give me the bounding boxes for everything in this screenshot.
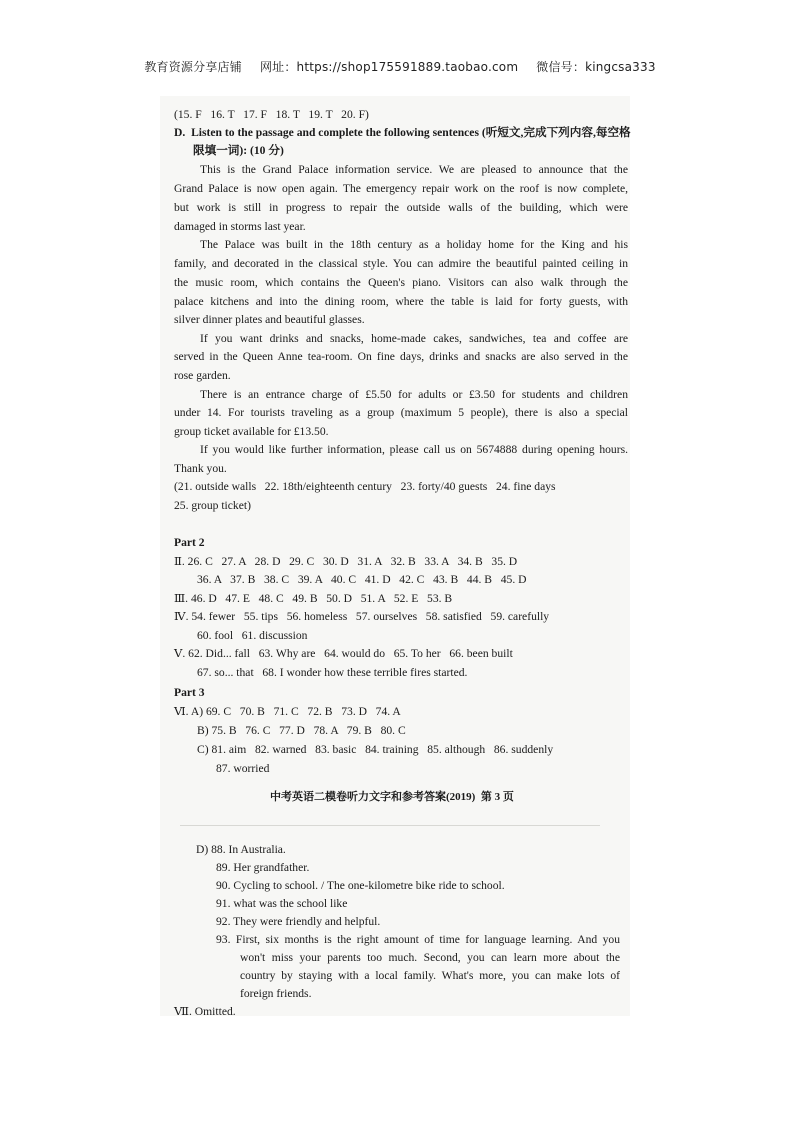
answers-21-25-cont: 25. group ticket) — [174, 499, 251, 512]
passage-line: under 14. For tourists traveling as a group (maximum 5 people), there is also a special — [174, 406, 628, 419]
passage-line: This is the Grand Palace information service. We are pleased to announce that the — [200, 163, 628, 176]
answer-line: Ⅲ. 46. D 47. E 48. C 49. B 50. D 51. A 52. E 53. B — [174, 592, 453, 605]
passage-line: family, and decorated in the classical style. You can admire the beautiful painted ceiling in — [174, 257, 628, 270]
omitted-line: Ⅶ. Omitted. — [174, 1005, 236, 1018]
page-divider — [180, 825, 600, 826]
answer-line: country by staying with a local family. What's more, you can make lots of — [240, 969, 620, 982]
part3-title: Part 3 — [174, 686, 205, 699]
answer-line: B) 75. B 76. C 77. D 78. A 79. B 80. C — [197, 724, 406, 737]
answers-21-25: (21. outside walls 22. 18th/eighteenth century 23. forty/40 guests 24. fine days — [174, 480, 556, 493]
passage-line: served in the Queen Anne tea-room. On fine days, drinks and snacks are also served in the — [174, 350, 628, 363]
section-d-instruction: D. Listen to the passage and complete the following sentences (听短文,完成下列内容,每空格 — [174, 126, 631, 139]
page-footer: 中考英语二模卷听力文字和参考答案(2019) 第 3 页 — [270, 791, 514, 803]
answer-line: foreign friends. — [240, 987, 312, 1000]
passage-line: rose garden. — [174, 369, 231, 382]
part2-title: Part 2 — [174, 536, 205, 549]
page-header — [0, 58, 800, 75]
answer-line: 91. what was the school like — [216, 897, 348, 910]
answers-15-20: (15. F 16. T 17. F 18. T 19. T 20. F) — [174, 108, 369, 121]
answer-line: Ⅵ. A) 69. C 70. B 71. C 72. B 73. D 74. A — [174, 705, 401, 718]
answer-line: 36. A 37. B 38. C 39. A 40. C 41. D 42. C 43. B 44. B 45. D — [197, 573, 527, 586]
passage-line: palace kitchens and into the dining room, where the table is laid for forty guests, with — [174, 295, 628, 308]
shop-name: 教育资源分享店铺 — [144, 60, 242, 74]
answer-line: 89. Her grandfather. — [216, 861, 310, 874]
passage-line: silver dinner plates and beautiful glasses. — [174, 313, 365, 326]
answer-line: Ⅴ. 62. Did... fall 63. Why are 64. would do 65. To her 66. been built — [174, 647, 513, 660]
answer-line: 93. First, six months is the right amount of time for language learning. And you — [216, 933, 620, 946]
section-d-instruction-2: 限填一词): (10 分) — [193, 144, 284, 157]
answer-line: 92. They were friendly and helpful. — [216, 915, 381, 928]
passage-line: damaged in storms last year. — [174, 220, 306, 233]
answer-line: won't miss your parents too much. Second, you can learn more about the — [240, 951, 620, 964]
answer-line: 67. so... that 68. I wonder how these terrible fires started. — [197, 666, 468, 679]
passage-line: If you would like further information, please call us on 5674888 during opening hours. — [200, 443, 628, 456]
passage-line: The Palace was built in the 18th century as a holiday home for the King and his — [200, 238, 628, 251]
passage-line: If you want drinks and snacks, home-made cakes, sandwiches, tea and coffee are — [200, 332, 628, 345]
answer-line: 90. Cycling to school. / The one-kilometre bike ride to school. — [216, 879, 505, 892]
passage-line: Thank you. — [174, 462, 227, 475]
shop-url: 网址：https://shop175591889.taobao.com — [259, 60, 519, 74]
answer-line: D) 88. In Australia. — [196, 843, 286, 856]
answer-line: 87. worried — [216, 762, 270, 775]
wechat-id: 微信号：kingcsa333 — [536, 60, 656, 74]
passage-line: but work is still in progress to repair the outside walls of the building, which were — [174, 201, 628, 214]
answer-line: C) 81. aim 82. warned 83. basic 84. training 85. although 86. suddenly — [197, 743, 554, 756]
answer-line: Ⅱ. 26. C 27. A 28. D 29. C 30. D 31. A 32. B 33. A 34. B 35. D — [174, 555, 518, 568]
passage-line: Grand Palace is now open again. The emergency repair work on the roof is now complete, — [174, 182, 628, 195]
answer-line: Ⅳ. 54. fewer 55. tips 56. homeless 57. ourselves 58. satisfied 59. carefully — [174, 610, 550, 623]
answer-line: 60. fool 61. discussion — [197, 629, 308, 642]
passage-line: There is an entrance charge of £5.50 for adults or £3.50 for students and children — [200, 388, 628, 401]
passage-line: the music room, which contains the Queen's piano. Visitors can also walk through the — [174, 276, 628, 289]
passage-line: group ticket available for £13.50. — [174, 425, 329, 438]
